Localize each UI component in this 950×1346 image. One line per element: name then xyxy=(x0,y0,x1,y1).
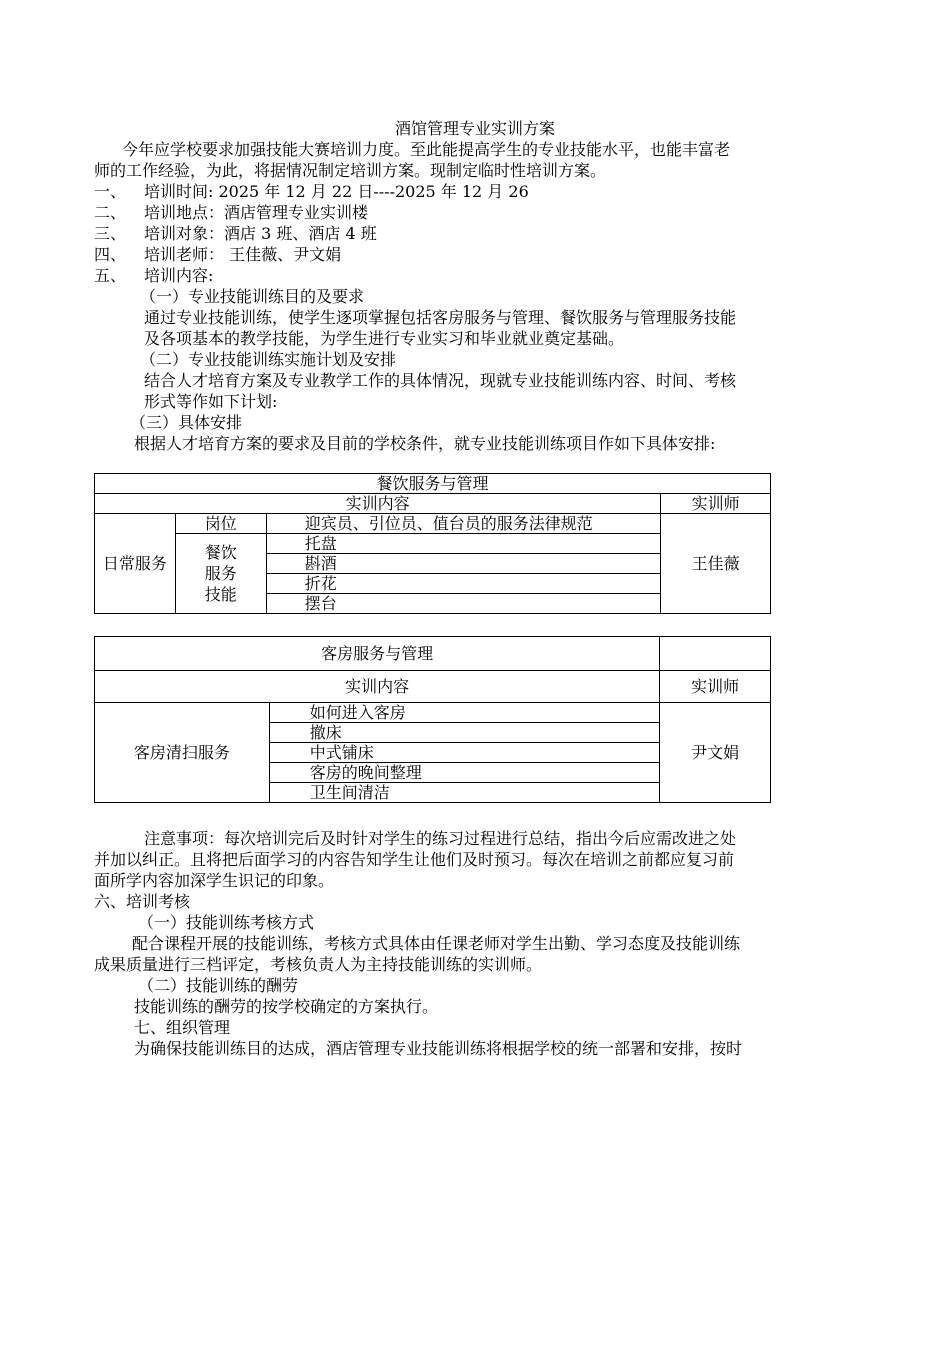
intro-line: 今年应学校要求加强技能大赛培训力度。至此能提高学生的专业技能水平，也能丰富老 xyxy=(122,140,731,159)
item-number: 四、 xyxy=(94,245,127,264)
subheading: （三）具体安排 xyxy=(130,413,243,432)
item-text: 培训时间: 2025 年 12 月 22 日----2025 年 12 月 26 xyxy=(144,182,529,201)
paragraph-line: 成果质量进行三档评定，考核负责人为主持技能训练的实训师。 xyxy=(94,955,543,974)
table-food-service xyxy=(94,473,771,614)
table-title: 餐饮服务与管理 xyxy=(95,474,771,494)
intro-line: 师的工作经验，为此，将据情况制定培训方案。现制定临时性培训方案。 xyxy=(94,161,607,180)
teacher-cell: 尹文娟 xyxy=(660,703,771,803)
item-number: 二、 xyxy=(94,203,127,222)
paragraph-line: 结合人才培育方案及专业教学工作的具体情况，现就专业技能训练内容、时间、考核 xyxy=(144,371,737,390)
notes-line: 并加以纠正。且将把后面学习的内容告知学生让他们及时预习。每次在培训之前都应复习前 xyxy=(94,850,735,869)
post-label: 岗位 xyxy=(175,514,266,534)
paragraph-line: 形式等作如下计划: xyxy=(144,392,278,411)
item-text: 培训对象：酒店 3 班、酒店 4 班 xyxy=(144,224,377,243)
table-row xyxy=(95,703,771,723)
paragraph-line: 技能训练的酬劳的按学校确定的方案执行。 xyxy=(134,997,439,1016)
table-cell: 托盘 xyxy=(266,534,660,554)
skill-label xyxy=(175,534,266,614)
table-cell: 中式铺床 xyxy=(269,743,659,763)
paragraph-line: 根据人才培育方案的要求及目前的学校条件，就专业技能训练项目作如下具体安排: xyxy=(134,434,716,453)
subheading: （二）技能训练的酬劳 xyxy=(138,976,299,995)
skill-label-line: 餐饮 xyxy=(204,543,237,562)
category-cell: 客房清扫服务 xyxy=(95,703,270,803)
section-heading: 七、组织管理 xyxy=(134,1018,231,1037)
item-number: 三、 xyxy=(94,224,127,243)
skill-label-line: 技能 xyxy=(204,585,237,604)
item-number: 一、 xyxy=(94,182,127,201)
subheading: （二）专业技能训练实施计划及安排 xyxy=(140,350,397,369)
table-cell: 迎宾员、引位员、值台员的服务法律规范 xyxy=(266,514,660,534)
section-heading: 六、培训考核 xyxy=(94,892,191,911)
notes-line: 面所学内容加深学生识记的印象。 xyxy=(94,871,335,890)
paragraph-line: 通过专业技能训练，使学生逐项掌握包括客房服务与管理、餐饮服务与管理服务技能 xyxy=(144,308,737,327)
column-header: 实训内容 xyxy=(95,671,660,703)
paragraph-line: 及各项基本的教学技能，为学生进行专业实习和毕业就业奠定基础。 xyxy=(144,329,625,348)
item-text: 培训内容: xyxy=(144,266,214,285)
teacher-cell: 王佳薇 xyxy=(661,514,771,614)
table-cell: 如何进入客房 xyxy=(269,703,659,723)
table-cell: 折花 xyxy=(266,574,660,594)
table-title: 客房服务与管理 xyxy=(95,637,660,671)
column-header: 实训师 xyxy=(660,671,771,703)
category-cell: 日常服务 xyxy=(95,514,176,614)
table-cell: 斟酒 xyxy=(266,554,660,574)
item-number: 五、 xyxy=(94,266,127,285)
subheading: （一）技能训练考核方式 xyxy=(138,913,315,932)
column-header: 实训师 xyxy=(661,494,771,514)
table-room-service xyxy=(94,636,771,803)
table-cell: 客房的晚间整理 xyxy=(269,763,659,783)
paragraph-line: 配合课程开展的技能训练，考核方式具体由任课老师对学生出勤、学习态度及技能训练 xyxy=(132,934,741,953)
paragraph-line: 为确保技能训练目的达成，酒店管理专业技能训练将根据学校的统一部署和安排，按时 xyxy=(134,1039,743,1058)
item-text: 培训地点：酒店管理专业实训楼 xyxy=(144,203,369,222)
item-text: 培训老师： 王佳薇、尹文娟 xyxy=(144,245,342,264)
page-title: 酒馆管理专业实训方案 xyxy=(394,119,555,138)
notes-line: 注意事项：每次培训完后及时针对学生的练习过程进行总结，指出今后应需改进之处 xyxy=(144,829,737,848)
subheading: （一）专业技能训练目的及要求 xyxy=(140,287,365,306)
table-cell: 撤床 xyxy=(269,723,659,743)
skill-label-line: 服务 xyxy=(204,564,237,583)
table-cell: 摆台 xyxy=(266,594,660,614)
empty-cell xyxy=(660,637,771,671)
table-row xyxy=(95,514,771,534)
table-cell: 卫生间清洁 xyxy=(269,783,659,803)
column-header: 实训内容 xyxy=(95,494,661,514)
